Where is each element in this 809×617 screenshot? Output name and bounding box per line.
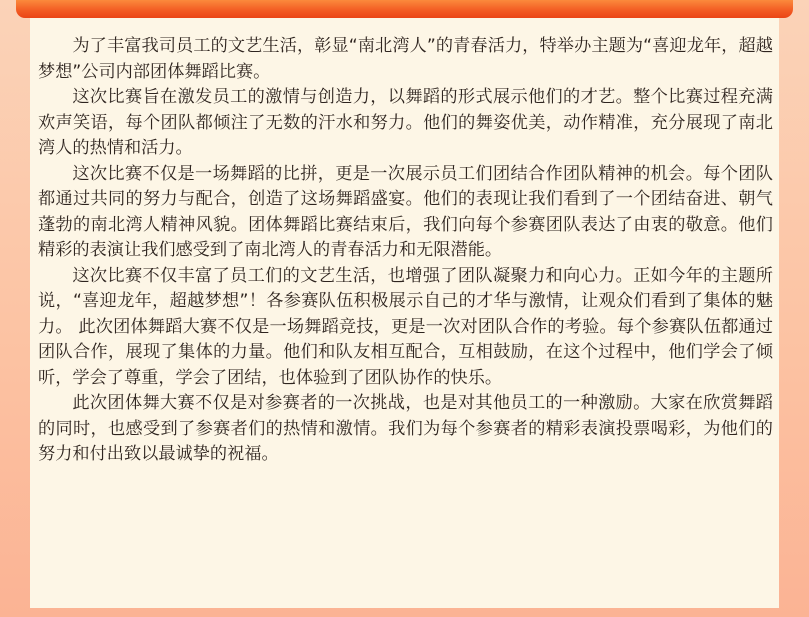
top-banner-bar [16, 0, 793, 18]
article-body [38, 34, 773, 468]
paragraph-5: 此次团体舞大赛不仅是对参赛者的一次挑战，也是对其他员工的一种激励。大家在欣赏舞蹈的同时，也感受到了参赛者们的热情和激情。我们为每个参赛者的精彩表演投票喝彩，为他们的努力和付出致以最诚挚的祝福。 [38, 393, 773, 464]
paragraph-3: 这次比赛不仅是一场舞蹈的比拼，更是一次展示员工们团结合作团队精神的机会。每个团队都通过共同的努力与配合，创造了这场舞蹈盛宴。他们的表现让我们看到了一个团结奋进、朝气蓬勃的南北湾人精神风貌。团体舞蹈比赛结束后，我们向每个参赛团队表达了由衷的敬意。他们精彩的表演让我们感受到了南北湾人的青春活力和无限潜能。 [38, 163, 773, 260]
paragraph-4: 这次比赛不仅丰富了员工们的文艺生活，也增强了团队凝聚力和向心力。正如今年的主题所说，“喜迎龙年，超越梦想”！各参赛队伍积极展示自己的才华与激情，让观众们看到了集体的魅力。 此次团体舞蹈大赛不仅是一场舞蹈竞技，更是一次对团队合作的考验。每个参赛队伍都通过团队合作，展现了集体的力量。他们和队友相互配合，互相鼓励，在这个过程中，他们学会了倾听，学会了尊重，学会了团结，也体验到了团队协作的快乐。 [38, 265, 773, 388]
paragraph-1: 为了丰富我司员工的文艺生活，彰显“南北湾人”的青春活力，特举办主题为“喜迎龙年，超越梦想”公司内部团体舞蹈比赛。 [38, 36, 773, 82]
paragraph-2: 这次比赛旨在激发员工的激情与创造力，以舞蹈的形式展示他们的才艺。整个比赛过程充满欢声笑语，每个团队都倾注了无数的汗水和努力。他们的舞姿优美，动作精准，充分展现了南北湾人的热情和活力。 [38, 87, 773, 158]
